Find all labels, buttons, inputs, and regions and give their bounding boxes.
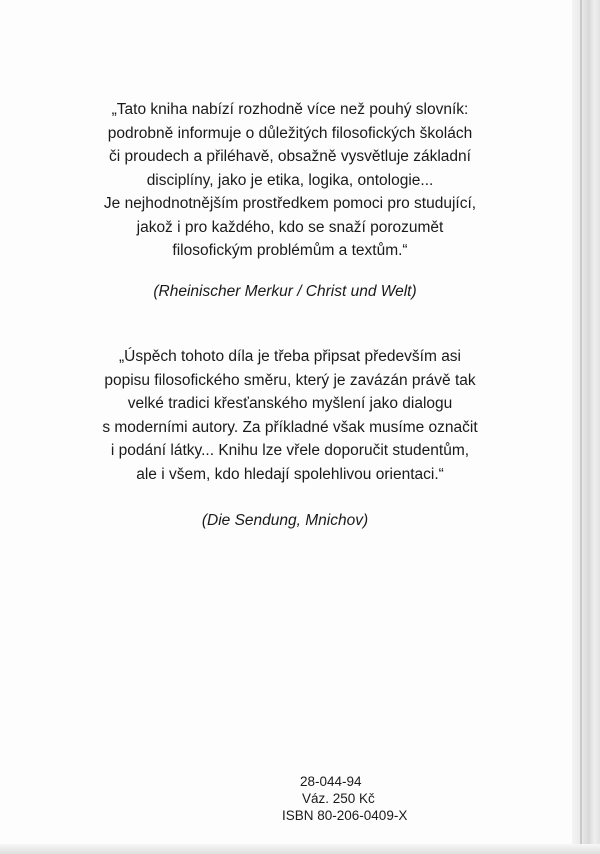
review-source-1: (Rheinischer Merkur / Christ und Welt) xyxy=(153,283,417,300)
catalog-code: 28-044-94 xyxy=(300,774,362,789)
quote-line: či proudech a přiléhavě, obsažně vysvětluje základní xyxy=(109,148,471,165)
quote-line: popisu filosofického směru, který je zavázán právě tak xyxy=(104,371,476,389)
isbn-label: ISBN 80-206-0409-X xyxy=(282,808,408,823)
quote-line: filosofickým problémům a textům.“ xyxy=(172,242,408,259)
quote-line: „Úspěch tohoto díla je třeba připsat především asi xyxy=(118,348,462,365)
quote-line: jakož i pro každého, kdo se snaží porozumět xyxy=(136,218,444,236)
review-quote-2 xyxy=(30,345,550,486)
quote-line: velké tradici křesťanského myšlení jako dialogu xyxy=(127,395,453,412)
quote-line: disciplíny, jako je etika, logika, ontologie... xyxy=(146,171,434,189)
quote-line: i podání látky... Knihu lze vřele doporučit studentům, xyxy=(110,442,470,459)
quote-line: ale i všem, kdo hledají spolehlivou orientaci.“ xyxy=(136,465,444,483)
price-label: Váz. 250 Kč xyxy=(302,791,375,806)
quote-line: „Tato kniha nabízí rozhodně více než pouhý slovník: xyxy=(111,101,469,118)
spine-fold-line xyxy=(580,0,582,854)
bottom-page-edge xyxy=(0,844,600,854)
quote-line: s moderními autory. Za příkladné však musíme označit xyxy=(102,418,478,436)
review-source-2: (Die Sendung, Mnichov) xyxy=(201,512,369,529)
quote-line: podrobně informuje o důležitých filosofických školách xyxy=(107,124,473,142)
review-quote-1 xyxy=(30,98,550,263)
quote-line: Je nejhodnotnějším prostředkem pomoci pro studující, xyxy=(103,195,477,212)
book-spine-edge xyxy=(572,0,600,854)
imprint-block xyxy=(282,773,540,824)
